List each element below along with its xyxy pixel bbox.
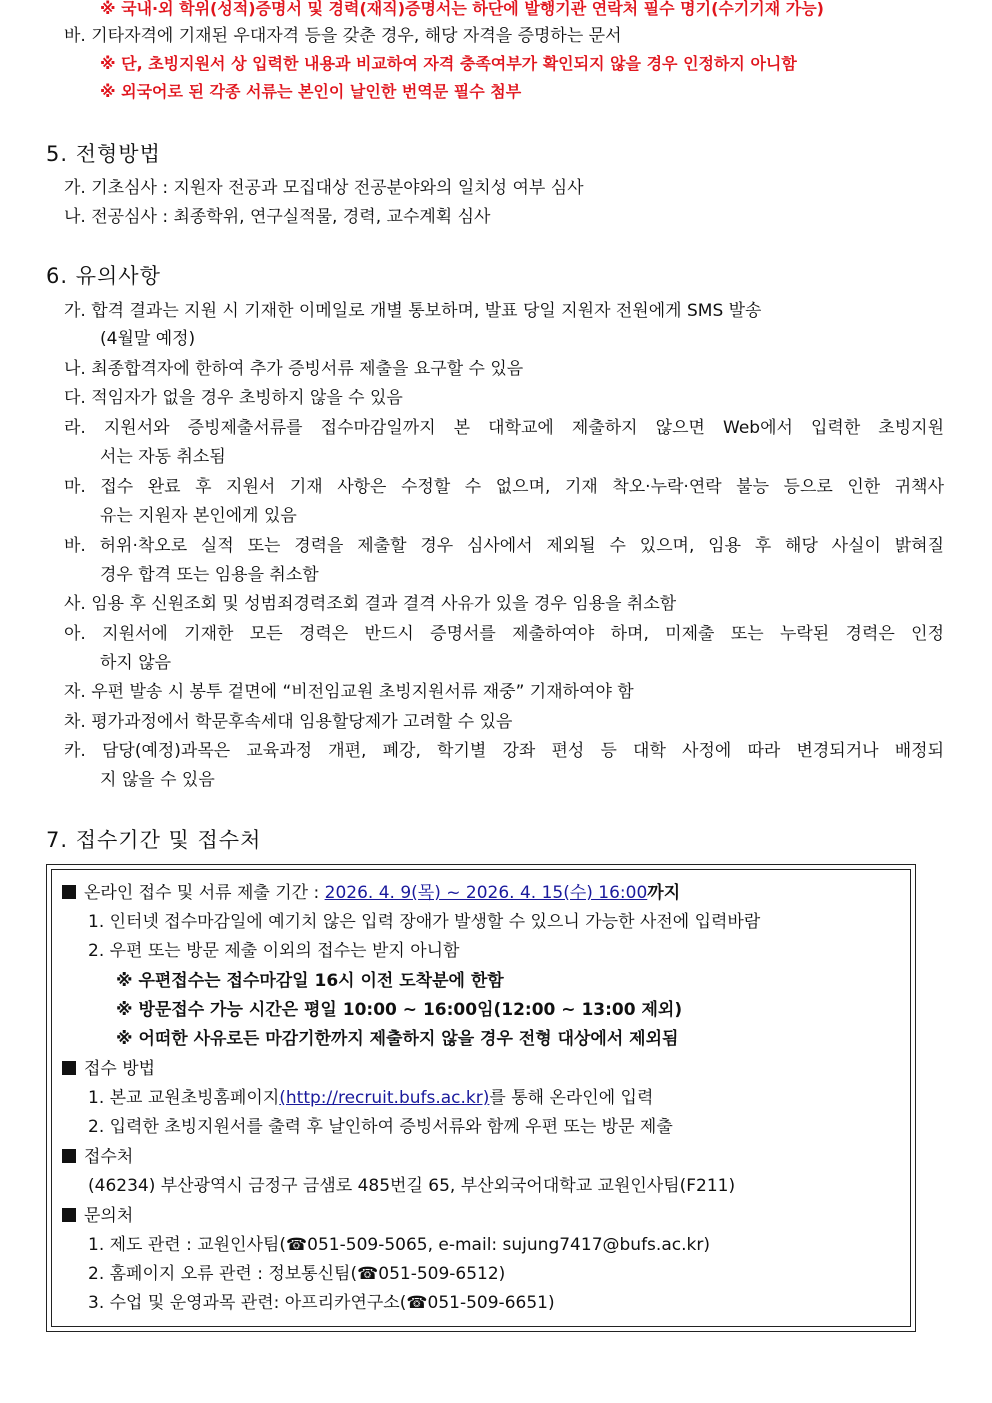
notice-item-sa: 사. 임용 후 신원조회 및 성범죄경력조회 결과 결격 사유가 있을 경우 임용을 취소함: [64, 594, 677, 614]
method-heading: [62, 1058, 155, 1080]
notice-item-na: 나. 최종합격자에 한하여 추가 증빙서류 제출을 요구할 수 있음: [64, 359, 524, 379]
contact-item: 3. 수업 및 운영과목 관련: 아프리카연구소(☎051-509-6651): [88, 1293, 555, 1313]
contact-item: 1. 제도 관련 : 교원인사팀(☎051-509-5065, e-mail: sujung7417@bufs.ac.kr): [88, 1235, 710, 1255]
online-item: 1. 인터넷 접수마감일에 예기치 않은 입력 장애가 발생할 수 있으니 가능한 사전에 입력바람: [88, 912, 761, 932]
online-note: ※ 어떠한 사유로든 마감기한까지 제출하지 않을 경우 전형 대상에서 제외됨: [116, 1029, 679, 1049]
contact-heading: [62, 1205, 133, 1227]
notice-item-ma-cont: 유는 지원자 본인에게 있음: [100, 506, 297, 526]
notice-item-da: 다. 적임자가 없을 경우 초빙하지 않을 수 있음: [64, 388, 403, 408]
notice-item-a-cont: 하지 않음: [100, 653, 172, 673]
online-item: 2. 우편 또는 방문 제출 이외의 접수는 받지 아니함: [88, 941, 460, 961]
method-item: 2. 입력한 초빙지원서를 출력 후 날인하여 증빙서류와 함께 우편 또는 방문 제출: [88, 1117, 673, 1137]
notice-item-ba-cont: 경우 합격 또는 임용을 취소함: [100, 565, 319, 585]
square-bullet-icon: [62, 885, 76, 899]
method-title: 접수 방법: [84, 1059, 156, 1079]
note-translation: ※ 외국어로 된 각종 서류는 본인이 날인한 번역문 필수 첨부: [100, 82, 522, 101]
contact-item: 2. 홈페이지 오류 관련 : 정보통신팀(☎051-509-6512): [88, 1264, 506, 1284]
notice-item-ra: 라. 지원서와 증빙제출서류를 접수마감일까지 본 대학교에 제출하지 않으면 Web에서 입력한 초빙지원: [64, 418, 944, 438]
online-note: ※ 방문접수 가능 시간은 평일 10:00 ~ 16:00임(12:00 ~ 13:00 제외): [116, 1000, 683, 1020]
notice-item-cha: 차. 평가과정에서 학문후속세대 임용할당제가 고려할 수 있음: [64, 712, 513, 732]
recruit-homepage-link[interactable]: (http://recruit.bufs.ac.kr): [279, 1088, 490, 1108]
method-item: [88, 1087, 653, 1109]
notice-item-ga-cont: (4월말 예정): [100, 329, 196, 349]
online-note: ※ 우편접수는 접수마감일 16시 이전 도착분에 한함: [116, 971, 504, 991]
section5-item: 나. 전공심사 : 최종학위, 연구실적물, 경력, 교수계획 심사: [64, 207, 491, 227]
notice-item-ga: 가. 합격 결과는 지원 시 기재한 이메일로 개별 통보하며, 발표 당일 지원자 전원에게 SMS 발송: [64, 301, 762, 321]
notice-item-ja: 자. 우편 발송 시 봉투 겉면에 “비전임교원 초빙지원서류 재중” 기재하여야 함: [64, 682, 634, 702]
online-period-suffix: 까지: [647, 883, 681, 903]
section5-title: 5. 전형방법: [46, 142, 161, 166]
method-item-prefix: 1. 본교 교원초빙홈페이지: [88, 1088, 280, 1108]
section6-title: 6. 유의사항: [46, 264, 161, 288]
contact-title: 문의처: [84, 1206, 134, 1226]
online-period-line: [62, 882, 680, 904]
notice-item-ma: 마. 접수 완료 후 지원서 기재 사항은 수정할 수 없으며, 기재 착오·누락·연락 불능 등으로 인한 귀책사: [64, 477, 944, 497]
item-ba-extra-qualification: 바. 기타자격에 기재된 우대자격 등을 갖춘 경우, 해당 자격을 증명하는 문서: [64, 26, 622, 46]
section5-item: 가. 기초심사 : 지원자 전공과 모집대상 전공분야와의 일치성 여부 심사: [64, 178, 584, 198]
online-period-dates: 2026. 4. 9(목) ~ 2026. 4. 15(수) 16:00: [324, 883, 648, 903]
place-title: 접수처: [84, 1147, 134, 1167]
notice-item-ka-cont: 지 않을 수 있음: [100, 770, 215, 790]
method-item-suffix: 를 통해 온라인에 입력: [489, 1088, 654, 1108]
square-bullet-icon: [62, 1061, 76, 1075]
notice-item-ba: 바. 허위·착오로 실적 또는 경력을 제출할 경우 심사에서 제외될 수 있으며, 임용 후 해당 사실이 밝혀질: [64, 536, 944, 556]
note-certificate-contact: ※ 국내·외 학위(성적)증명서 및 경력(재직)증명서는 하단에 발행기관 연락처 필수 명기(수기기재 가능): [100, 0, 824, 18]
note-qualification-check: ※ 단, 초빙지원서 상 입력한 내용과 비교하여 자격 충족여부가 확인되지 않을 경우 인정하지 아니함: [100, 54, 797, 73]
notice-item-ra-cont: 서는 자동 취소됨: [100, 447, 226, 467]
notice-item-a: 아. 지원서에 기재한 모든 경력은 반드시 증명서를 제출하여야 하며, 미제출 또는 누락된 경력은 인정: [64, 624, 944, 644]
online-period-label: 온라인 접수 및 서류 제출 기간 :: [84, 883, 325, 903]
square-bullet-icon: [62, 1149, 76, 1163]
place-address: (46234) 부산광역시 금정구 금샘로 485번길 65, 부산외국어대학교 교원인사팀(F211): [88, 1176, 736, 1196]
place-heading: [62, 1146, 133, 1168]
section7-title: 7. 접수기간 및 접수처: [46, 828, 262, 852]
notice-item-ka: 카. 담당(예정)과목은 교육과정 개편, 폐강, 학기별 강좌 편성 등 대학 사정에 따라 변경되거나 배정되: [64, 741, 944, 761]
square-bullet-icon: [62, 1208, 76, 1222]
